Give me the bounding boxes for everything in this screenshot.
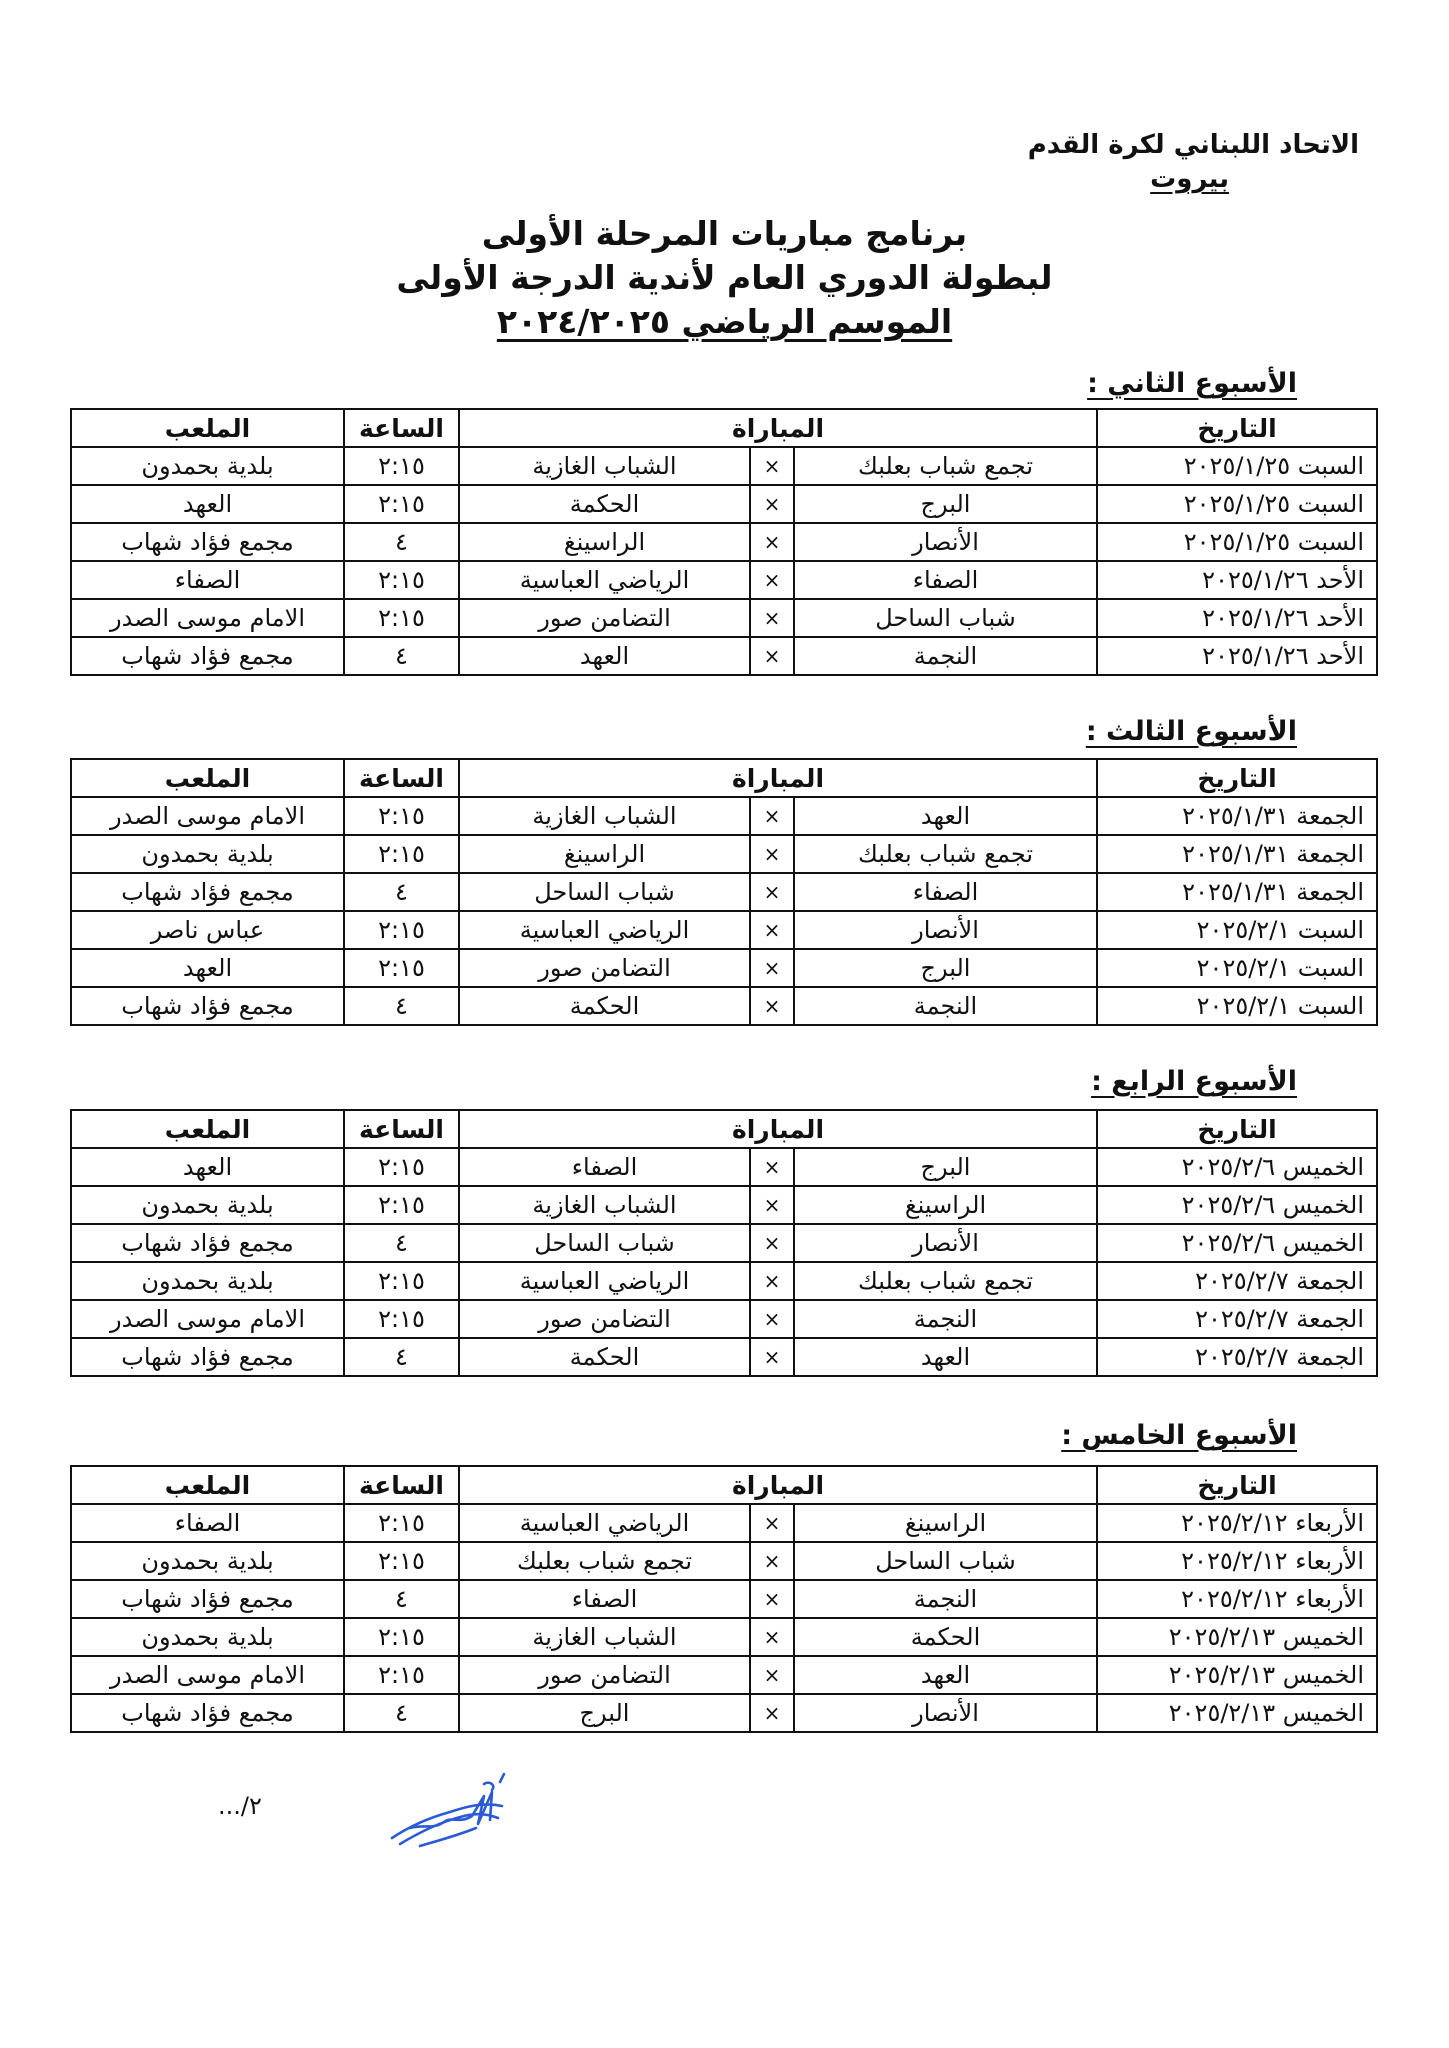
column-header-date: التاريخ xyxy=(1097,759,1377,797)
versus-mark: × xyxy=(750,1338,794,1376)
away-team: البرج xyxy=(459,1694,750,1732)
home-team: العهد xyxy=(794,1656,1097,1694)
versus-mark: × xyxy=(750,1300,794,1338)
away-team: التضامن صور xyxy=(459,949,750,987)
table-row xyxy=(71,835,1377,873)
kickoff-time: ٢:١٥ xyxy=(344,911,459,949)
venue-name: مجمع فؤاد شهاب xyxy=(71,1694,344,1732)
match-date: الجمعة ٢٠٢٥/٢/٧ xyxy=(1097,1300,1377,1338)
home-team: الأنصار xyxy=(794,1224,1097,1262)
match-date: الأحد ٢٠٢٥/١/٢٦ xyxy=(1097,637,1377,675)
column-header-match: المباراة xyxy=(459,759,1097,797)
table-row xyxy=(71,599,1377,637)
table-row xyxy=(71,1618,1377,1656)
column-header-date: التاريخ xyxy=(1097,409,1377,447)
match-date: السبت ٢٠٢٥/٢/١ xyxy=(1097,987,1377,1025)
away-team: الشباب الغازية xyxy=(459,1186,750,1224)
away-team: التضامن صور xyxy=(459,1656,750,1694)
kickoff-time: ٢:١٥ xyxy=(344,1186,459,1224)
kickoff-time: ٢:١٥ xyxy=(344,599,459,637)
home-team: البرج xyxy=(794,949,1097,987)
kickoff-time: ٤ xyxy=(344,523,459,561)
away-team: الراسينغ xyxy=(459,523,750,561)
week-heading: الأسبوع الثاني : xyxy=(1087,368,1297,399)
column-header-venue: الملعب xyxy=(71,759,344,797)
match-date: الخميس ٢٠٢٥/٢/١٣ xyxy=(1097,1694,1377,1732)
match-date: الخميس ٢٠٢٥/٢/١٣ xyxy=(1097,1618,1377,1656)
match-date: السبت ٢٠٢٥/١/٢٥ xyxy=(1097,485,1377,523)
schedule-table xyxy=(70,1465,1378,1733)
away-team: الراسينغ xyxy=(459,835,750,873)
title-line-2: لبطولة الدوري العام لأندية الدرجة الأولى xyxy=(396,258,1053,297)
venue-name: مجمع فؤاد شهاب xyxy=(71,987,344,1025)
venue-name: الامام موسى الصدر xyxy=(71,599,344,637)
match-date: الخميس ٢٠٢٥/٢/٦ xyxy=(1097,1186,1377,1224)
away-team: الرياضي العباسية xyxy=(459,1504,750,1542)
table-row xyxy=(71,1338,1377,1376)
home-team: العهد xyxy=(794,797,1097,835)
versus-mark: × xyxy=(750,1262,794,1300)
match-date: السبت ٢٠٢٥/٢/١ xyxy=(1097,911,1377,949)
table-header-row xyxy=(71,409,1377,447)
table-header-row xyxy=(71,1466,1377,1504)
away-team: الحكمة xyxy=(459,987,750,1025)
table-header-row xyxy=(71,1110,1377,1148)
week-heading: الأسبوع الثالث : xyxy=(1085,716,1297,747)
column-header-match: المباراة xyxy=(459,1110,1097,1148)
match-date: السبت ٢٠٢٥/١/٢٥ xyxy=(1097,447,1377,485)
match-date: الأربعاء ٢٠٢٥/٢/١٢ xyxy=(1097,1504,1377,1542)
away-team: التضامن صور xyxy=(459,1300,750,1338)
versus-mark: × xyxy=(750,1148,794,1186)
kickoff-time: ٢:١٥ xyxy=(344,1300,459,1338)
home-team: شباب الساحل xyxy=(794,599,1097,637)
home-team: النجمة xyxy=(794,987,1097,1025)
versus-mark: × xyxy=(750,637,794,675)
table-row xyxy=(71,561,1377,599)
away-team: الصفاء xyxy=(459,1148,750,1186)
match-date: الخميس ٢٠٢٥/٢/٦ xyxy=(1097,1224,1377,1262)
column-header-match: المباراة xyxy=(459,1466,1097,1504)
kickoff-time: ٢:١٥ xyxy=(344,1262,459,1300)
table-row xyxy=(71,1542,1377,1580)
venue-name: العهد xyxy=(71,949,344,987)
home-team: الأنصار xyxy=(794,911,1097,949)
away-team: الشباب الغازية xyxy=(459,1618,750,1656)
table-row xyxy=(71,873,1377,911)
table-row xyxy=(71,1580,1377,1618)
match-date: الجمعة ٢٠٢٥/٢/٧ xyxy=(1097,1338,1377,1376)
column-header-date: التاريخ xyxy=(1097,1466,1377,1504)
match-date: الجمعة ٢٠٢٥/٢/٧ xyxy=(1097,1262,1377,1300)
kickoff-time: ٢:١٥ xyxy=(344,1618,459,1656)
title-line-1: برنامج مباريات المرحلة الأولى xyxy=(481,214,968,253)
home-team: تجمع شباب بعلبك xyxy=(794,447,1097,485)
kickoff-time: ٢:١٥ xyxy=(344,447,459,485)
versus-mark: × xyxy=(750,1656,794,1694)
match-date: الأحد ٢٠٢٥/١/٢٦ xyxy=(1097,561,1377,599)
kickoff-time: ٢:١٥ xyxy=(344,485,459,523)
away-team: الشباب الغازية xyxy=(459,447,750,485)
versus-mark: × xyxy=(750,835,794,873)
away-team: الشباب الغازية xyxy=(459,797,750,835)
home-team: الأنصار xyxy=(794,1694,1097,1732)
kickoff-time: ٢:١٥ xyxy=(344,561,459,599)
away-team: شباب الساحل xyxy=(459,873,750,911)
versus-mark: × xyxy=(750,1542,794,1580)
kickoff-time: ٤ xyxy=(344,637,459,675)
away-team: الرياضي العباسية xyxy=(459,911,750,949)
venue-name: مجمع فؤاد شهاب xyxy=(71,873,344,911)
away-team: تجمع شباب بعلبك xyxy=(459,1542,750,1580)
match-date: السبت ٢٠٢٥/٢/١ xyxy=(1097,949,1377,987)
versus-mark: × xyxy=(750,987,794,1025)
table-row xyxy=(71,1504,1377,1542)
versus-mark: × xyxy=(750,1186,794,1224)
home-team: البرج xyxy=(794,485,1097,523)
document-title-block xyxy=(0,212,1449,344)
kickoff-time: ٤ xyxy=(344,1224,459,1262)
away-team: الحكمة xyxy=(459,485,750,523)
kickoff-time: ٢:١٥ xyxy=(344,1542,459,1580)
schedule-table xyxy=(70,408,1378,676)
versus-mark: × xyxy=(750,485,794,523)
home-team: النجمة xyxy=(794,1580,1097,1618)
away-team: الحكمة xyxy=(459,1338,750,1376)
venue-name: مجمع فؤاد شهاب xyxy=(71,1338,344,1376)
match-date: الأربعاء ٢٠٢٥/٢/١٢ xyxy=(1097,1542,1377,1580)
home-team: الصفاء xyxy=(794,873,1097,911)
venue-name: بلدية بحمدون xyxy=(71,1186,344,1224)
table-row xyxy=(71,523,1377,561)
away-team: شباب الساحل xyxy=(459,1224,750,1262)
match-date: الخميس ٢٠٢٥/٢/١٣ xyxy=(1097,1656,1377,1694)
match-date: الجمعة ٢٠٢٥/١/٣١ xyxy=(1097,873,1377,911)
schedule-table xyxy=(70,1109,1378,1377)
versus-mark: × xyxy=(750,1694,794,1732)
column-header-venue: الملعب xyxy=(71,1466,344,1504)
versus-mark: × xyxy=(750,949,794,987)
table-row xyxy=(71,637,1377,675)
versus-mark: × xyxy=(750,447,794,485)
venue-name: الامام موسى الصدر xyxy=(71,797,344,835)
venue-name: بلدية بحمدون xyxy=(71,1542,344,1580)
home-team: النجمة xyxy=(794,1300,1097,1338)
away-team: الرياضي العباسية xyxy=(459,1262,750,1300)
kickoff-time: ٢:١٥ xyxy=(344,835,459,873)
table-row xyxy=(71,797,1377,835)
versus-mark: × xyxy=(750,561,794,599)
letterhead xyxy=(1028,128,1359,196)
venue-name: مجمع فؤاد شهاب xyxy=(71,523,344,561)
match-date: الجمعة ٢٠٢٥/١/٣١ xyxy=(1097,797,1377,835)
venue-name: بلدية بحمدون xyxy=(71,447,344,485)
table-row xyxy=(71,1300,1377,1338)
versus-mark: × xyxy=(750,1618,794,1656)
column-header-time: الساعة xyxy=(344,1466,459,1504)
kickoff-time: ٤ xyxy=(344,1338,459,1376)
away-team: العهد xyxy=(459,637,750,675)
title-line-3: الموسم الرياضي ٢٠٢٤/٢٠٢٥ xyxy=(496,302,953,341)
page-continuation-marker: ٢/... xyxy=(218,1792,262,1820)
away-team: الصفاء xyxy=(459,1580,750,1618)
schedule-table xyxy=(70,758,1378,1026)
table-row xyxy=(71,485,1377,523)
table-row xyxy=(71,1694,1377,1732)
table-row xyxy=(71,1262,1377,1300)
table-row xyxy=(71,1656,1377,1694)
versus-mark: × xyxy=(750,911,794,949)
kickoff-time: ٢:١٥ xyxy=(344,1148,459,1186)
table-header-row xyxy=(71,759,1377,797)
venue-name: الامام موسى الصدر xyxy=(71,1656,344,1694)
kickoff-time: ٢:١٥ xyxy=(344,1504,459,1542)
kickoff-time: ٤ xyxy=(344,987,459,1025)
table-row xyxy=(71,911,1377,949)
match-date: الأربعاء ٢٠٢٥/٢/١٢ xyxy=(1097,1580,1377,1618)
table-row xyxy=(71,447,1377,485)
column-header-venue: الملعب xyxy=(71,409,344,447)
city-name: بيروت xyxy=(1150,164,1229,194)
home-team: الحكمة xyxy=(794,1618,1097,1656)
home-team: النجمة xyxy=(794,637,1097,675)
versus-mark: × xyxy=(750,873,794,911)
venue-name: الامام موسى الصدر xyxy=(71,1300,344,1338)
venue-name: مجمع فؤاد شهاب xyxy=(71,637,344,675)
venue-name: بلدية بحمدون xyxy=(71,1618,344,1656)
table-row xyxy=(71,987,1377,1025)
kickoff-time: ٢:١٥ xyxy=(344,1656,459,1694)
venue-name: مجمع فؤاد شهاب xyxy=(71,1224,344,1262)
versus-mark: × xyxy=(750,599,794,637)
match-date: السبت ٢٠٢٥/١/٢٥ xyxy=(1097,523,1377,561)
match-date: الخميس ٢٠٢٥/٢/٦ xyxy=(1097,1148,1377,1186)
venue-name: العهد xyxy=(71,485,344,523)
home-team: الراسينغ xyxy=(794,1504,1097,1542)
match-date: الأحد ٢٠٢٥/١/٢٦ xyxy=(1097,599,1377,637)
venue-name: بلدية بحمدون xyxy=(71,1262,344,1300)
home-team: الصفاء xyxy=(794,561,1097,599)
home-team: شباب الساحل xyxy=(794,1542,1097,1580)
kickoff-time: ٢:١٥ xyxy=(344,797,459,835)
column-header-venue: الملعب xyxy=(71,1110,344,1148)
column-header-time: الساعة xyxy=(344,759,459,797)
venue-name: مجمع فؤاد شهاب xyxy=(71,1580,344,1618)
match-date: الجمعة ٢٠٢٥/١/٣١ xyxy=(1097,835,1377,873)
venue-name: عباس ناصر xyxy=(71,911,344,949)
column-header-time: الساعة xyxy=(344,1110,459,1148)
away-team: الرياضي العباسية xyxy=(459,561,750,599)
column-header-date: التاريخ xyxy=(1097,1110,1377,1148)
signature-image xyxy=(380,1766,530,1856)
table-row xyxy=(71,1224,1377,1262)
kickoff-time: ٤ xyxy=(344,1694,459,1732)
home-team: البرج xyxy=(794,1148,1097,1186)
table-row xyxy=(71,1186,1377,1224)
kickoff-time: ٤ xyxy=(344,1580,459,1618)
home-team: الأنصار xyxy=(794,523,1097,561)
kickoff-time: ٢:١٥ xyxy=(344,949,459,987)
column-header-time: الساعة xyxy=(344,409,459,447)
table-row xyxy=(71,949,1377,987)
venue-name: العهد xyxy=(71,1148,344,1186)
versus-mark: × xyxy=(750,523,794,561)
week-heading: الأسبوع الخامس : xyxy=(1061,1420,1297,1451)
venue-name: الصفاء xyxy=(71,1504,344,1542)
kickoff-time: ٤ xyxy=(344,873,459,911)
home-team: العهد xyxy=(794,1338,1097,1376)
column-header-match: المباراة xyxy=(459,409,1097,447)
versus-mark: × xyxy=(750,1580,794,1618)
versus-mark: × xyxy=(750,1504,794,1542)
venue-name: الصفاء xyxy=(71,561,344,599)
home-team: تجمع شباب بعلبك xyxy=(794,1262,1097,1300)
venue-name: بلدية بحمدون xyxy=(71,835,344,873)
table-row xyxy=(71,1148,1377,1186)
versus-mark: × xyxy=(750,1224,794,1262)
organization-name: الاتحاد اللبناني لكرة القدم xyxy=(1027,130,1359,160)
home-team: الراسينغ xyxy=(794,1186,1097,1224)
versus-mark: × xyxy=(750,797,794,835)
week-heading: الأسبوع الرابع : xyxy=(1091,1066,1297,1097)
home-team: تجمع شباب بعلبك xyxy=(794,835,1097,873)
away-team: التضامن صور xyxy=(459,599,750,637)
